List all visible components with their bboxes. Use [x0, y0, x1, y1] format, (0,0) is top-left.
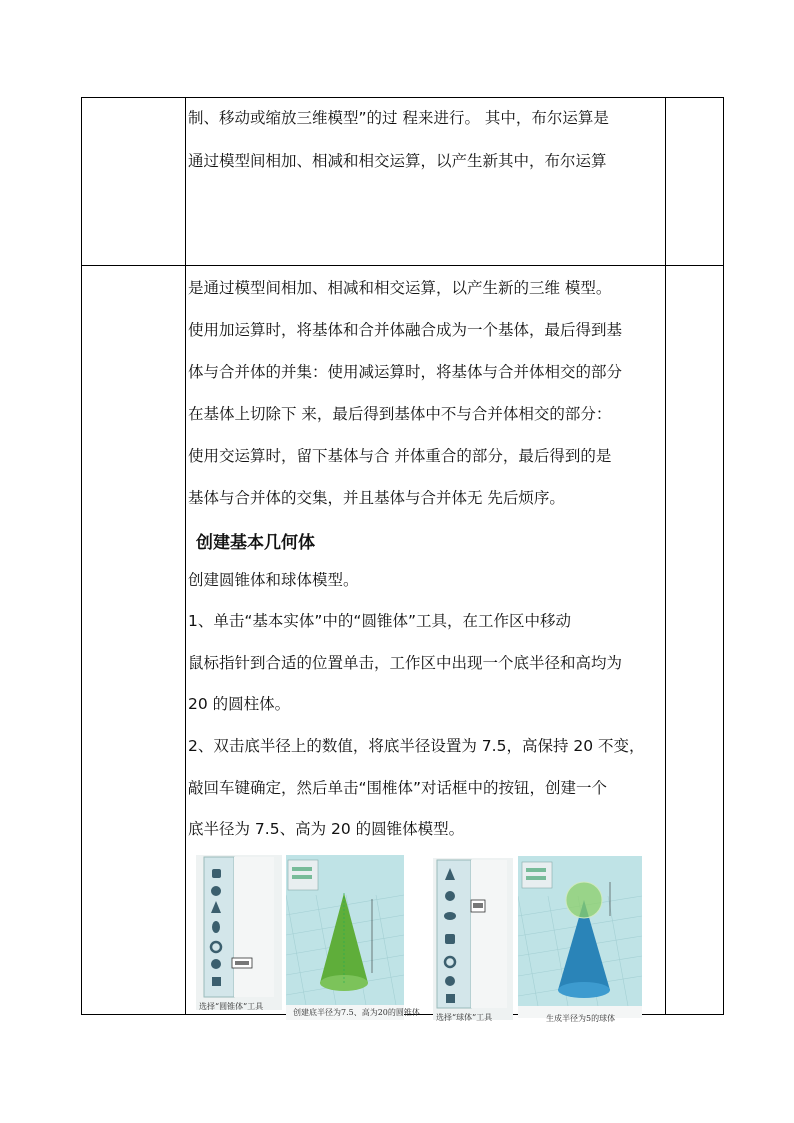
figure-caption: 选择“球体”工具	[436, 1013, 493, 1022]
figure-caption: 创建底半径为7.5、高为20的圆锥体	[293, 1008, 420, 1017]
step-line: 敲回车键确定，然后单击“围椎体”对话框中的按钮，创建一个	[188, 779, 608, 797]
table-left-border	[81, 97, 82, 1015]
step-line: 1、单击“基本实体”中的“圆锥体”工具，在工作区中移动	[188, 612, 571, 630]
figure-sphere-tool	[433, 858, 513, 1020]
step-line: 2、双击底半径上的数值，将底半径设置为 7.5，高保持 20 不变，	[188, 737, 645, 755]
figure-caption: 选择“圆锥体”工具	[199, 1002, 264, 1011]
paragraph-line: 制、移动或缩放三维模型”的过 程来进行。 其中，布尔运算是	[188, 109, 609, 127]
paragraph-line: 体与合并体的并集：使用减运算时，将基体与合并体相交的部分	[188, 363, 623, 381]
figure-cone-result	[286, 855, 404, 1020]
paragraph-line: 是通过模型间相加、相减和相交运算，以产生新的三维 模型。	[188, 279, 612, 297]
table-right-border	[723, 97, 724, 1015]
section-heading: 创建基本几何体	[196, 533, 315, 553]
figure-sphere-result	[518, 856, 642, 1018]
step-line: 创建圆锥体和球体模型。	[188, 571, 359, 589]
paragraph-line: 在基体上切除下 来，最后得到基体中不与合并体相交的部分：	[188, 405, 612, 423]
paragraph-line: 通过模型间相加、相减和相交运算，以产生新其中，布尔运算	[188, 152, 607, 170]
step-line: 20 的圆柱体。	[188, 695, 291, 713]
figure-cone-tool	[196, 855, 282, 1010]
step-line: 鼠标指针到合适的位置单击，工作区中出现一个底半径和高均为	[188, 654, 623, 672]
figure-caption: 生成半径为5的球体	[546, 1014, 616, 1023]
table-top-border	[81, 97, 724, 98]
table-col-divider-right	[665, 97, 666, 1015]
table-col-divider-left	[185, 97, 186, 1015]
paragraph-line: 使用加运算时，将基体和合并体融合成为一个基体，最后得到基	[188, 321, 623, 339]
paragraph-line: 使用交运算时，留下基体与合 并体重合的部分，最后得到的是	[188, 447, 612, 465]
table-row-divider	[81, 265, 724, 266]
step-line: 底半径为 7.5、高为 20 的圆锥体模型。	[188, 820, 465, 838]
paragraph-line: 基体与合并体的交集，并且基体与合并体无 先后烦序。	[188, 489, 565, 507]
